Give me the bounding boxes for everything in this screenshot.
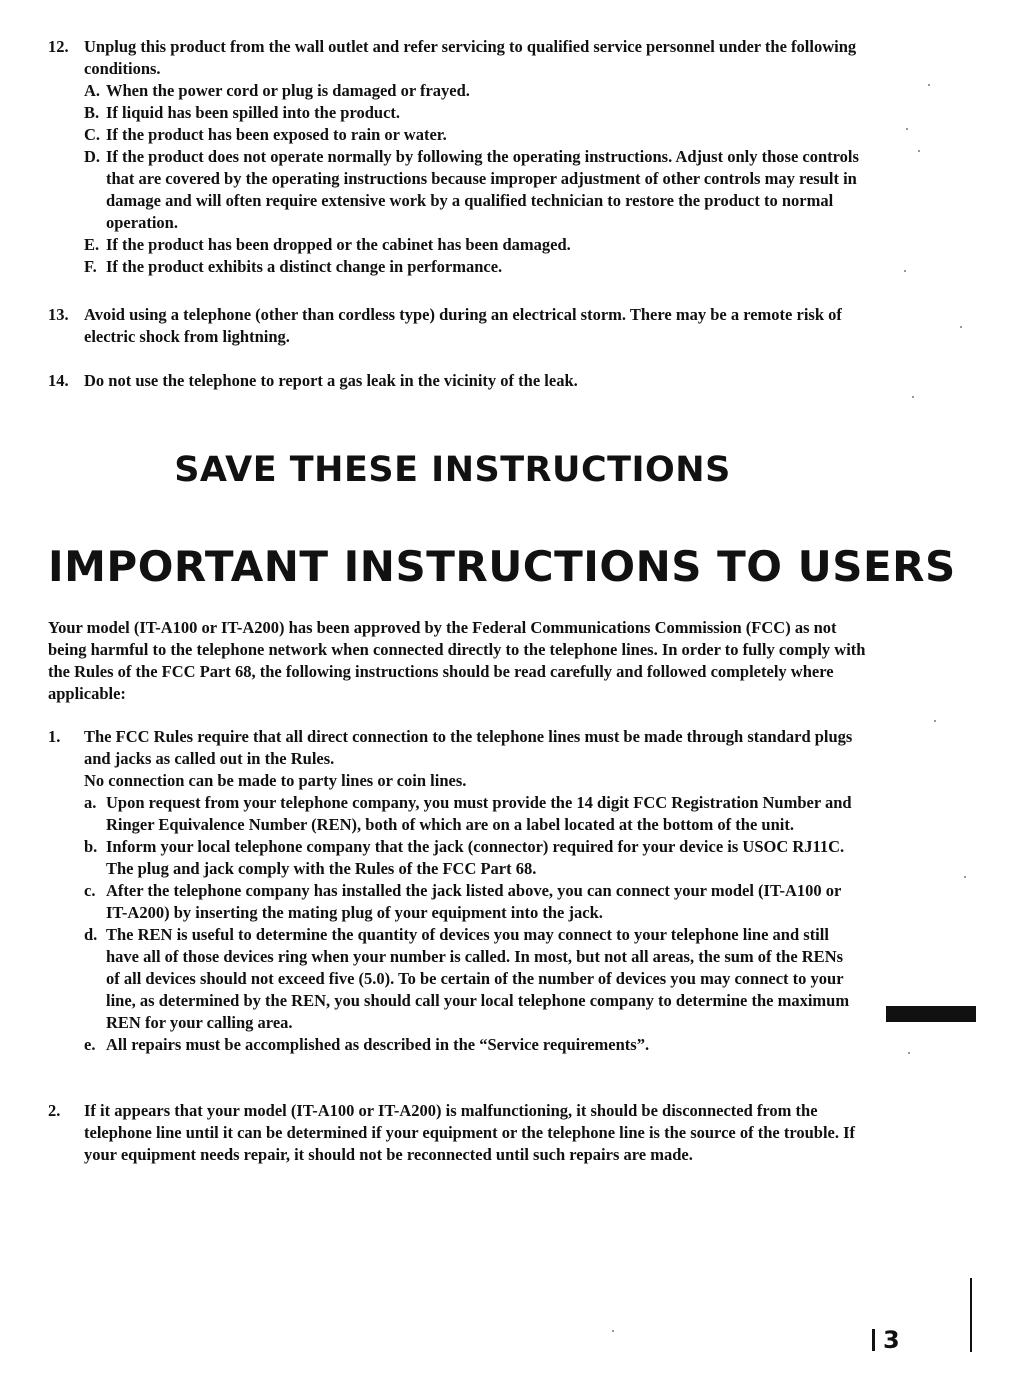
sub-text: When the power cord or plug is damaged or frayed. (106, 81, 470, 100)
sub-item-d (84, 146, 860, 234)
scan-speck (934, 720, 936, 722)
important-instructions-heading: IMPORTANT INSTRUCTIONS TO USERS (48, 542, 956, 591)
sub-item-e (84, 1034, 860, 1056)
item-number: 14. (48, 371, 69, 390)
scan-speck (904, 270, 906, 272)
page-edge-rule (970, 1278, 972, 1352)
sub-item-a (84, 80, 860, 102)
item-text: Avoid using a telephone (other than cordless type) during an electrical storm. There may be a remote risk of electric shock from lightning. (84, 305, 842, 346)
item-number: 13. (48, 305, 69, 324)
sub-text: After the telephone company has installed the jack listed above, you can connect your model (IT-A100 or IT-A200) by inserting the mating plug of your equipment into the jack. (106, 881, 842, 922)
list-item-12 (48, 36, 860, 278)
item-text-continued: No connection can be made to party lines or coin lines. (84, 771, 467, 790)
save-instructions-heading: SAVE THESE INSTRUCTIONS (174, 450, 731, 490)
scan-speck (918, 150, 920, 152)
list-item-13 (48, 304, 860, 348)
scan-speck (960, 326, 962, 328)
scan-speck (964, 876, 966, 878)
scan-speck (612, 1330, 614, 1332)
scan-speck (912, 396, 914, 398)
sub-text: If the product does not operate normally by following the operating instructions. Adjust only those controls that are covered by the operating instructions because improper adjustment of other controls may result in damage and will often require extensive work by a qualified technician to restore the product to normal operation. (106, 147, 859, 232)
section-tab-marker (886, 1006, 976, 1022)
item-number: 12. (48, 37, 69, 56)
sub-item-e (84, 234, 860, 256)
page-number-bar (872, 1329, 875, 1351)
sub-letter: E. (84, 235, 100, 254)
sub-letter: D. (84, 147, 101, 166)
list-item-14 (48, 370, 860, 392)
sub-item-b (84, 836, 860, 880)
sub-text: If the product exhibits a distinct change in performance. (106, 257, 503, 276)
sub-item-c (84, 124, 860, 146)
sub-letter: B. (84, 103, 100, 122)
list-item-1 (48, 726, 860, 1056)
sub-text: If liquid has been spilled into the product. (106, 103, 401, 122)
sub-letter: a. (84, 793, 97, 812)
sub-text: The REN is useful to determine the quantity of devices you may connect to your telephone line and still have all of those devices ring when your number is called. In most, but not all areas, the sum of the RENs of all devices should not exceed five (5.0). To be certain of the number of devices you may connect to your line, as determined by the REN, you should call your local telephone company to determine the maximum REN for your calling area. (106, 925, 850, 1032)
sub-letter: C. (84, 125, 101, 144)
item-text: Do not use the telephone to report a gas leak in the vicinity of the leak. (84, 371, 578, 390)
sub-item-a (84, 792, 860, 836)
sub-item-b (84, 102, 860, 124)
sub-text: Upon request from your telephone company, you must provide the 14 digit FCC Registration Number and Ringer Equivalence Number (REN), both of which are on a label located at the bottom of the unit. (106, 793, 852, 834)
item-number: 1. (48, 727, 61, 746)
item-number: 2. (48, 1101, 61, 1120)
item-text: If it appears that your model (IT-A100 or IT-A200) is malfunctioning, it should be disconnected from the telephone line until it can be determined if your equipment or the telephone line is the source of the trouble. If your equipment needs repair, it should not be reconnected until such repairs are made. (84, 1101, 856, 1164)
sub-letter: c. (84, 881, 96, 900)
sub-letter: b. (84, 837, 98, 856)
scan-speck (928, 84, 930, 86)
item-text: The FCC Rules require that all direct connection to the telephone lines must be made through standard plugs and jacks as called out in the Rules. (84, 727, 853, 768)
sub-item-f (84, 256, 860, 278)
sub-letter: e. (84, 1035, 96, 1054)
sub-letter: A. (84, 81, 101, 100)
page-number (872, 1326, 900, 1354)
intro-paragraph: Your model (IT-A100 or IT-A200) has been approved by the Federal Communications Commission (FCC) as not being harmful to the telephone network when connected directly to the telephone lines. In order to fully comply with the Rules of the FCC Part 68, the following instructions should be read carefully and followed completely where applicable: (48, 618, 866, 703)
sub-item-c (84, 880, 860, 924)
scan-speck (906, 128, 908, 130)
sub-text: All repairs must be accomplished as described in the “Service requirements”. (106, 1035, 650, 1054)
sub-text: Inform your local telephone company that the jack (connector) required for your device is USOC RJ11C. The plug and jack comply with the Rules of the FCC Part 68. (106, 837, 845, 878)
sub-letter: F. (84, 257, 97, 276)
list-item-2 (48, 1100, 860, 1166)
scan-speck (908, 1052, 910, 1054)
item-text: Unplug this product from the wall outlet and refer servicing to qualified service personnel under the following conditions. (84, 37, 857, 78)
sub-letter: d. (84, 925, 98, 944)
sub-item-d (84, 924, 860, 1034)
sub-text: If the product has been exposed to rain or water. (106, 125, 447, 144)
sub-text: If the product has been dropped or the cabinet has been damaged. (106, 235, 571, 254)
page-number-value: 3 (883, 1326, 900, 1354)
